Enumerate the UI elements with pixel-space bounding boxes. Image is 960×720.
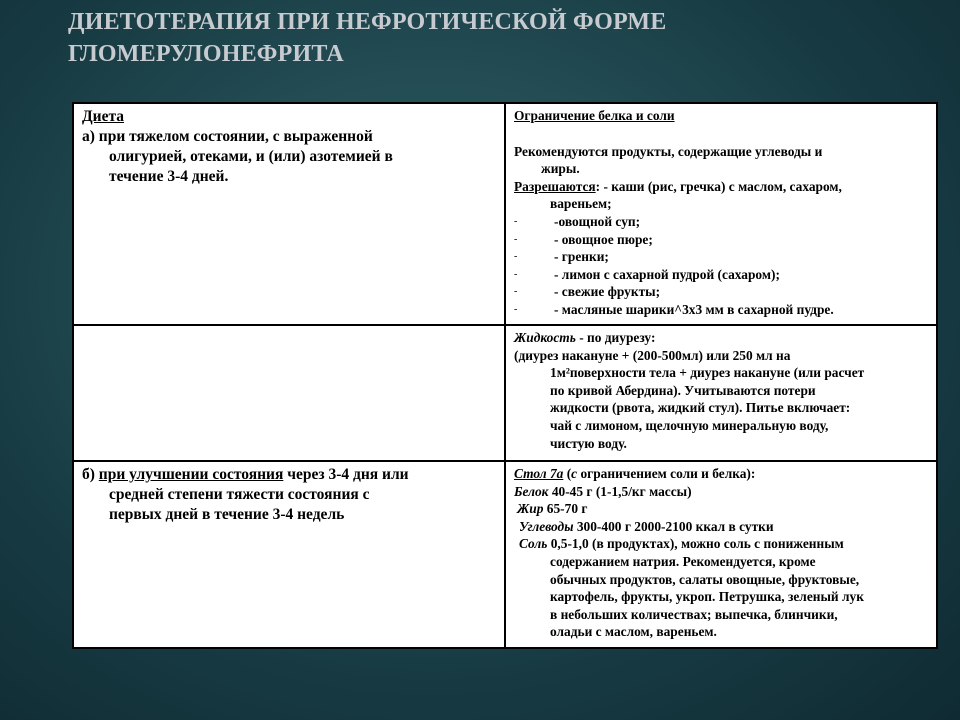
table7a-line-e: оладьи с маслом, вареньем. [550, 624, 717, 640]
diet-table [72, 102, 938, 649]
table7a-open: ( [563, 466, 572, 481]
allowed-item [514, 283, 930, 301]
cell-diet-improvement [73, 461, 505, 648]
fat-value: 65-70 г [543, 501, 588, 517]
allowed-item-text: -овощной суп; [554, 213, 641, 229]
allowed-item-text: - гренки; [554, 249, 609, 265]
allowed-item-text: - масляные шарики^3x3 мм в сахарной пудре. [554, 301, 834, 317]
protein-line [514, 483, 930, 501]
bullet-marker: - [514, 303, 518, 315]
carbs-value: 300-400 г 2000-2100 ккал в сутки [573, 518, 774, 534]
allowed-item [514, 231, 930, 249]
table7a-rest: ограничением соли и белка): [577, 466, 756, 481]
fat-label: Жир [517, 501, 544, 517]
allowed-line-1 [514, 178, 930, 196]
severe-text-2: олигурией, отеками, и (или) азотемией в [109, 148, 393, 165]
allowed-line-2: вареньем; [550, 196, 612, 212]
table7a-label: Стол 7а [514, 466, 564, 481]
cell-empty [73, 325, 505, 461]
carbs-label: Углеводы [519, 518, 574, 534]
spacer [514, 125, 930, 143]
table7a-line-d: в небольших количествах; выпечка, блинчики, [550, 606, 838, 622]
cell-table-7a [505, 461, 937, 648]
title-line-1: ДИЕТОТЕРАПИЯ ПРИ НЕФРОТИЧЕСКОЙ ФОРМЕ [68, 9, 667, 35]
restriction-heading: Ограничение белка и соли [514, 108, 675, 123]
cell-diet-severe [73, 103, 505, 325]
allowed-item [514, 213, 930, 231]
recommend-line-2: жиры. [541, 161, 580, 177]
protein-label: Белок [514, 483, 549, 499]
recommend-line-1: Рекомендуются продукты, содержащие углеводы и [514, 143, 823, 159]
allowed-item-text: - овощное пюре; [554, 231, 653, 247]
bullet-marker: - [514, 268, 518, 280]
allowed-item [514, 248, 930, 266]
improve-underlined: при улучшении состояния [98, 466, 284, 483]
fluid-line-5: чай с лимоном, щелочную минеральную воду, [550, 417, 829, 433]
table7a-line-c: картофель, фрукты, укроп. Петрушка, зеленый лук [550, 589, 864, 605]
allowed-list [514, 213, 930, 319]
fluid-label: Жидкость [514, 330, 576, 345]
improve-line-1 [82, 465, 498, 485]
allowed-item-text: - свежие фрукты; [554, 284, 661, 300]
table-row-fluid [73, 325, 937, 461]
cell-restriction [505, 103, 937, 325]
bullet-marker: - [514, 215, 518, 227]
fluid-label-rest: - по диурезу: [575, 330, 656, 345]
table7a-line-b: обычных продуктов, салаты овощные, фруктовые, [550, 571, 860, 587]
fluid-line-1: (диурез накануне + (200-500мл) или 250 мл на [514, 347, 791, 363]
bullet-marker: - [514, 233, 518, 245]
table7a-line-a: содержанием натрия. Рекомендуется, кроме [550, 553, 816, 569]
salt-value: 0,5-1,0 (в продуктах), можно соль с пониженным [547, 536, 844, 552]
carbs-line [514, 518, 930, 536]
fluid-line-6: чистую воду. [550, 435, 627, 451]
table-row-severe [73, 103, 937, 325]
bullet-marker: - [514, 251, 518, 263]
cell-fluid [505, 325, 937, 461]
improve-prefix: б) [82, 466, 99, 483]
allowed-item [514, 266, 930, 284]
slide-title [68, 6, 928, 70]
fluid-line-3: по кривой Абердина). Учитываются потери [550, 382, 816, 398]
allowed-label: Разрешаются [514, 178, 596, 194]
improve-rest: через 3-4 дня или [283, 466, 409, 483]
bullet-marker: - [514, 286, 518, 298]
table7a-s: с [571, 466, 578, 481]
fluid-line-0 [514, 329, 930, 347]
title-line-2: ГЛОМЕРУЛОНЕФРИТА [68, 41, 344, 67]
severe-text-3: течение 3-4 дней. [109, 168, 229, 185]
allowed-text: : - каши (рис, гречка) с маслом, сахаром, [595, 178, 842, 194]
protein-value: 40-45 г (1-1,5/кг массы) [548, 483, 692, 499]
allowed-item-text: - лимон с сахарной пудрой (сахаром); [554, 266, 780, 282]
improve-line-3: первых дней в течение 3-4 недель [109, 506, 345, 523]
allowed-item [514, 301, 930, 319]
diet-heading: Диета [82, 108, 125, 125]
fluid-line-2: 1м²поверхности тела + диурез накануне (или расчет [550, 365, 865, 381]
improve-line-2: средней степени тяжести состояния с [109, 486, 370, 503]
salt-label: Соль [519, 536, 548, 552]
fluid-line-4: жидкости (рвота, жидкий стул). Питье включает: [550, 400, 851, 416]
table-row-improvement [73, 461, 937, 648]
salt-line [514, 535, 930, 553]
severe-text-1: а) при тяжелом состоянии, с выраженной [82, 128, 373, 145]
table7a-line [514, 465, 930, 483]
fat-line [514, 500, 930, 518]
